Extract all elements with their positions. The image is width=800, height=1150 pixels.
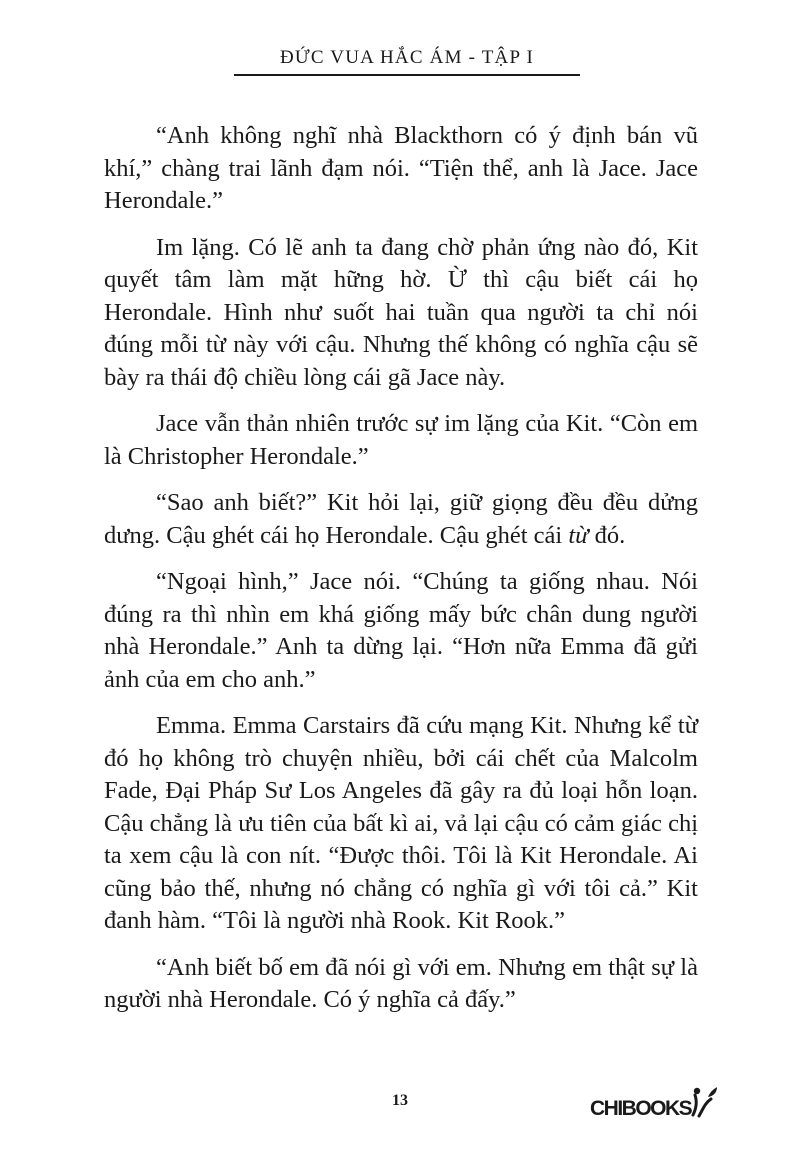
emphasized-word: từ <box>568 521 589 549</box>
paragraph-text: “Sao anh biết?” Kit hỏi lại, giữ giọng đều đều dửng dưng. Cậu ghét cái họ Herondale. Cậu ghét cái <box>104 489 698 549</box>
paragraph: Emma. Emma Carstairs đã cứu mạng Kit. Nhưng kể từ đó họ không trò chuyện nhiều, bởi cái chết của Malcolm Fade, Đại Pháp Sư Los Angeles đã gây ra đủ loại hỗn loạn. Cậu chẳng là ưu tiên của bất kì ai, vả lại cậu có cảm giác chị ta xem cậu là con nít. “Được thôi. Tôi là Kit Herondale. Ai cũng bảo thế, nhưng nó chẳng có nghĩa gì với tôi cả.” Kit đanh hàm. “Tôi là người nhà Rook. Kit Rook.” <box>104 712 698 934</box>
leaf-figure-icon <box>689 1085 719 1119</box>
book-title: ĐỨC VUA HẮC ÁM - TẬP I <box>279 47 535 68</box>
paragraph: “Anh không nghĩ nhà Blackthorn có ý định bán vũ khí,” chàng trai lãnh đạm nói. “Tiện thể, anh là Jace. Jace Herondale.” <box>104 122 698 214</box>
body-text <box>104 120 698 1031</box>
header-rule <box>234 74 580 76</box>
publisher-name: CHIBOOKS <box>590 1097 692 1120</box>
publisher-logo <box>590 1085 719 1119</box>
paragraph <box>104 487 698 552</box>
paragraph: Im lặng. Có lẽ anh ta đang chờ phản ứng nào đó, Kit quyết tâm làm mặt hững hờ. Ừ thì cậu biết cái họ Herondale. Hình như suốt hai tuần qua người ta chỉ nói đúng mỗi từ này với cậu. Nhưng thế không có nghĩa cậu sẽ bày ra thái độ chiều lòng cái gã Jace này. <box>104 233 698 391</box>
paragraph: “Ngoại hình,” Jace nói. “Chúng ta giống nhau. Nói đúng ra thì nhìn em khá giống mấy bức chân dung người nhà Herondale.” Anh ta dừng lại. “Hơn nữa Emma đã gửi ảnh của em cho anh.” <box>104 568 698 693</box>
paragraph: Jace vẫn thản nhiên trước sự im lặng của Kit. “Còn em là Christopher Herondale.” <box>104 410 698 470</box>
page-number: 13 <box>392 1092 408 1109</box>
running-header <box>234 44 580 76</box>
paragraph: “Anh biết bố em đã nói gì với em. Nhưng em thật sự là người nhà Herondale. Có ý nghĩa cả đấy.” <box>104 953 698 1013</box>
paragraph-text: đó. <box>588 521 626 549</box>
